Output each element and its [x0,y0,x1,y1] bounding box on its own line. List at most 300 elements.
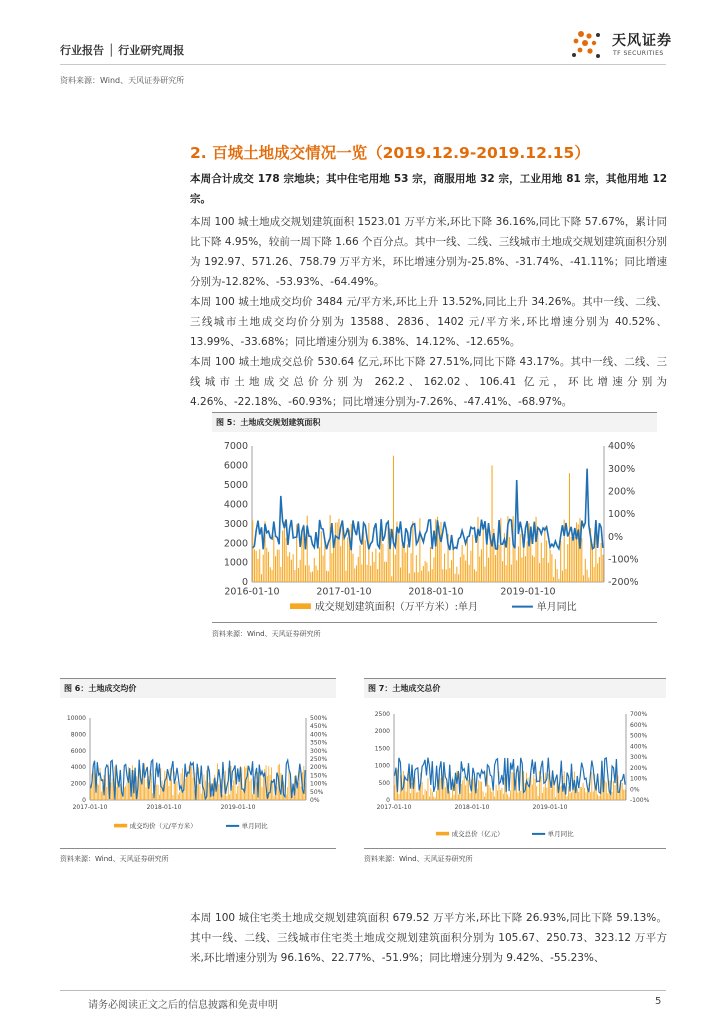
data-bar [591,772,592,800]
data-bar [583,575,584,582]
data-bar [312,571,313,582]
data-bar [623,790,624,800]
data-bar [571,537,572,582]
data-bar [421,571,422,582]
summary-paragraph: 本周合计成交 178 宗地块；其中住宅用地 53 宗，商服用地 32 宗，工业用地 81 宗，其他用地 12 宗。 [190,173,667,205]
data-bar [578,792,579,800]
data-bar [590,792,591,800]
section-title: 2. 百城土地成交情况一览（2019.12.9-2019.12.15） [190,144,590,162]
data-bar [465,785,466,800]
right-axis-tick: 300% [630,754,648,761]
data-bar [287,787,288,800]
data-bar [492,465,493,582]
data-bar [520,791,521,800]
data-bar [521,558,522,582]
data-bar [458,574,459,582]
data-bar [289,552,290,582]
data-bar [504,778,505,800]
data-bar [360,545,361,582]
data-bar [377,569,378,582]
data-bar [454,795,455,800]
data-bar [530,536,531,582]
data-bar [179,792,180,800]
data-bar [484,797,485,800]
data-bar [486,793,487,800]
data-bar [260,772,261,800]
data-bar [529,788,530,800]
data-bar [470,793,471,800]
data-bar [268,552,269,582]
paragraph-area: 本周 100 城土地成交规划建筑面积 1523.01 万平方米,环比下降 36.16%,同比下降 57.67%，累计同比下降 4.95%，较前一周下降 1.66 个百分点。其中一线、二线、三线城市土地成交规划建筑面积分别为 192.97、571.26、758.79 万平方米，环比增速分别为-25.8%、-31.74%、-41.11%；同比增速分别为-12.82%、-53.93%、-64.49%。 [190,216,667,288]
data-bar [393,456,394,582]
data-bar [484,567,485,582]
data-bar [266,548,267,582]
data-bar [506,565,507,582]
data-bar [273,536,274,582]
data-bar [120,784,121,800]
data-bar [562,571,563,582]
data-bar [597,795,598,800]
data-bar [430,788,431,800]
data-bar [502,561,503,582]
data-bar [414,572,415,582]
data-bar [599,557,600,582]
footer-divider [60,990,666,991]
paragraph-residential: 本周 100 城住宅类土地成交规划建筑面积 679.52 万平方米,环比下降 26.93%,同比下降 59.13%。其中一线、二线、三线城市住宅类土地成交规划建筑面积分别为 105.67、250.73、323.12 万平方米,环比增速分别为 96.16%、22.77%、-51.9%；同比增速分别为 9.42%、-55.23%、 [190,912,667,964]
data-bar [429,797,430,800]
data-bar [405,552,406,582]
data-bar [125,786,126,800]
left-axis-tick: 4000 [223,499,248,511]
data-bar [328,571,329,582]
data-bar [398,534,399,582]
data-bar [412,783,413,800]
data-bar [451,560,452,582]
data-bar [525,556,526,582]
data-bar [483,529,484,582]
data-bar [252,520,253,582]
data-bar [379,552,380,582]
data-bar [572,534,573,582]
data-bar [528,778,529,800]
data-bar [294,570,295,582]
data-bar [202,787,203,800]
left-axis-tick: 2000 [374,728,390,736]
data-bar [436,791,437,800]
data-bar [503,794,504,800]
data-bar [416,793,417,800]
right-axis-tick: 600% [630,721,648,729]
left-axis-tick: 6000 [70,747,86,755]
data-bar [426,791,427,800]
figure-6 [60,678,336,868]
data-bar [597,563,598,582]
data-bar [175,782,176,800]
figure-5-chart [212,432,657,622]
data-bar [555,559,556,582]
data-bar [166,777,167,800]
data-bar [460,557,461,582]
figure-7-source: 资料来源：Wind、天风证券研究所 [364,855,473,863]
x-axis-tick: 2018-01-10 [408,586,464,598]
data-bar [106,787,107,800]
legend-bar-label: 成交均价（元/平方米） [129,822,197,830]
data-bar [613,781,614,800]
data-bar [212,794,213,800]
data-bar [458,794,459,800]
data-bar [555,797,556,800]
data-bar [456,567,457,582]
data-bar [478,780,479,800]
figure-6-chart [60,698,336,848]
x-axis-tick: 2017-01-10 [316,586,372,598]
data-bar [345,571,346,582]
footer-disclaimer: 请务必阅读正文之后的信息披露和免责申明 [88,1000,278,1011]
data-bar [442,569,443,582]
data-bar [190,767,191,800]
left-axis-tick: 0 [386,797,390,804]
data-bar [494,797,495,800]
data-bar [558,579,559,582]
data-bar [354,568,355,582]
data-bar [151,773,152,800]
right-axis-tick: 350% [310,739,328,747]
right-axis-tick: 200% [608,486,636,498]
yoy-line [253,469,603,551]
right-axis-tick: 150% [310,772,328,780]
data-bar [559,787,560,800]
data-bar [507,794,508,800]
data-bar [291,560,292,582]
data-bar [565,569,566,582]
legend-line-label: 单月同比 [241,822,268,830]
data-bar [481,549,482,582]
data-bar [158,785,159,800]
data-bar [432,569,433,582]
data-bar [551,554,552,582]
data-bar [544,527,545,582]
data-bar [509,537,510,582]
left-axis-tick: 2000 [223,538,248,550]
right-axis-tick: 0% [608,531,624,543]
data-bar [517,793,518,800]
data-bar [386,562,387,582]
x-axis-tick: 2017-01-10 [376,804,412,811]
data-bar [472,535,473,582]
data-bar [625,790,626,800]
data-bar [116,787,117,800]
data-bar [272,570,273,582]
data-bar [178,795,179,800]
left-axis-tick: 2500 [374,711,390,718]
figure-6-title: 图 6：土地成交均价 [60,678,336,698]
data-bar [488,785,489,800]
data-bar [594,567,595,582]
left-axis-tick: 3000 [223,518,248,530]
left-axis-tick: 1000 [223,557,248,569]
data-bar [496,785,497,800]
data-bar [237,786,238,800]
data-bar [333,544,334,582]
data-bar [340,546,341,582]
data-bar [368,523,369,582]
data-bar [156,785,157,800]
data-bar [451,798,452,800]
data-bar [337,522,338,582]
data-bar [518,546,519,582]
data-bar [401,791,402,800]
logo-text-en: TF SECURITIES [613,50,664,57]
data-bar [622,783,623,800]
data-bar [500,790,501,800]
data-bar [382,544,383,582]
data-bar [435,798,436,800]
data-bar [135,786,136,800]
data-bar [418,572,419,582]
data-bar [394,785,395,800]
data-bar [465,561,466,582]
data-bar [365,540,366,582]
data-bar [316,566,317,582]
data-bar [604,781,605,800]
data-bar [101,792,102,800]
right-axis-tick: -100% [630,797,650,804]
data-bar [501,788,502,800]
right-axis-tick: 50% [310,788,324,796]
data-bar [428,778,429,800]
data-bar [576,522,577,582]
data-bar [272,782,273,800]
data-bar [270,567,271,582]
data-bar [227,796,228,800]
data-bar [171,779,172,800]
left-axis-tick: 6000 [223,460,248,472]
data-bar [152,793,153,800]
data-bar [263,555,264,582]
x-axis-tick: 2016-01-10 [224,586,280,598]
data-bar [580,787,581,800]
data-bar [298,783,299,800]
right-axis-tick: 0% [630,786,640,794]
data-bar [284,521,285,582]
data-bar [361,564,362,582]
data-bar [584,788,585,800]
data-bar [510,791,511,800]
data-bar [409,573,410,582]
data-bar [402,540,403,582]
data-bar [162,781,163,800]
legend-bar-swatch [290,603,311,609]
data-bar [319,547,320,582]
data-bar [277,550,278,582]
right-axis-tick: 200% [630,764,648,772]
data-bar [295,789,296,800]
data-bar [554,785,555,800]
right-axis-tick: 400% [630,743,648,751]
data-bar [358,557,359,582]
data-bar [256,551,257,582]
data-bar [232,785,233,800]
x-axis-tick: 2017-01-10 [72,804,108,811]
data-bar [583,783,584,800]
left-axis-tick: 10000 [66,715,86,722]
data-bar [449,791,450,800]
data-bar [444,554,445,582]
data-bar [262,787,263,800]
data-bar [491,792,492,800]
data-bar [560,541,561,582]
data-bar [550,550,551,582]
data-bar [347,537,348,582]
data-bar [480,781,481,800]
data-bar [545,773,546,800]
data-bar [581,538,582,582]
left-axis-tick: 0 [82,797,86,804]
data-bar [488,558,489,582]
data-bar [261,574,262,582]
data-bar [536,786,537,800]
data-bar [391,576,392,582]
data-bar [300,560,301,582]
data-bar [457,771,458,800]
data-bar [520,534,521,582]
data-bar [548,774,549,800]
figure-7-title: 图 7：土地成交总价 [364,678,666,698]
data-bar [183,792,184,800]
data-bar [423,566,424,582]
data-bar [406,792,407,800]
data-bar [442,789,443,800]
data-bar [182,768,183,800]
data-bar [204,775,205,800]
data-bar [557,569,558,582]
left-axis-tick: 0 [241,577,248,589]
data-bar [585,559,586,582]
left-axis-tick: 7000 [223,441,248,453]
data-bar [384,562,385,582]
data-bar [177,781,178,800]
left-axis-tick: 500 [378,779,390,787]
right-axis-tick: 400% [608,441,636,453]
left-axis-tick: 8000 [70,731,86,739]
data-bar [462,780,463,800]
data-bar [476,571,477,582]
data-bar [331,553,332,582]
data-bar [490,788,491,800]
data-bar [248,773,249,800]
data-bar [374,562,375,582]
data-bar [201,794,202,800]
data-bar [191,766,192,800]
figure-5-source: 资料来源：Wind、天风证券研究所 [212,630,321,638]
data-bar [375,549,376,582]
data-bar [574,537,575,582]
data-bar [301,787,302,800]
data-bar [147,779,148,800]
legend-bar-label: 成交规划建筑面积（万平方米）:单月 [314,602,479,613]
data-bar [534,557,535,582]
data-bar [516,560,517,582]
data-bar [551,789,552,800]
data-bar [412,521,413,582]
data-bar [326,571,327,582]
data-bar [561,786,562,800]
data-bar [254,549,255,582]
data-bar [553,577,554,582]
data-bar [305,565,306,582]
data-bar [470,551,471,582]
right-axis-tick: -100% [608,554,639,566]
data-bar [321,531,322,582]
header-source-note: 资料来源：Wind、天风证券研究所 [60,76,185,85]
data-bar [372,552,373,582]
data-bar [323,556,324,582]
data-bar [607,793,608,800]
right-axis-tick: 250% [310,756,328,763]
figure-5 [212,412,657,644]
data-bar [314,558,315,582]
data-bar [411,553,412,582]
data-bar [588,578,589,582]
right-axis-tick: 300% [608,463,636,475]
data-bar [463,554,464,582]
x-axis-tick: 2018-01-10 [146,804,182,811]
data-bar [317,570,318,582]
right-axis-tick: 100% [310,780,328,788]
data-bar [308,565,309,582]
x-axis-tick: 2018-01-10 [454,804,490,811]
data-bar [571,792,572,800]
data-bar [287,556,288,582]
data-bar [497,790,498,800]
data-bar [479,557,480,582]
logo-text-cn: 天风证券 [612,33,672,49]
data-bar [499,545,500,582]
x-axis-tick: 2019-01-10 [500,586,556,598]
legend-line-label: 单月同比 [547,830,574,838]
figure-7-chart [364,698,666,848]
data-bar [532,785,533,800]
data-bar [546,541,547,582]
data-bar [128,767,129,800]
data-bar [581,787,582,800]
data-bar [370,566,371,582]
data-bar [282,531,283,582]
data-bar [587,570,588,582]
report-type-header: 行业报告 │ 行业研究周报 [60,44,185,57]
data-bar [200,786,201,800]
data-bar [481,782,482,800]
data-bar [335,523,336,582]
data-bar [338,519,339,582]
data-bar [363,532,364,582]
data-bar [593,791,594,800]
right-axis-tick: 100% [630,775,648,783]
figure-6-source: 资料来源：Wind、天风证券研究所 [60,855,169,863]
data-bar [400,568,401,582]
data-bar [580,518,581,582]
data-bar [399,794,400,800]
data-bar [601,543,602,582]
data-bar [567,796,568,800]
right-axis-tick: 400% [310,731,328,739]
data-bar [425,789,426,800]
data-bar [445,787,446,800]
data-bar [243,791,244,800]
data-bar [541,776,542,800]
data-bar [423,795,424,800]
data-bar [356,565,357,582]
